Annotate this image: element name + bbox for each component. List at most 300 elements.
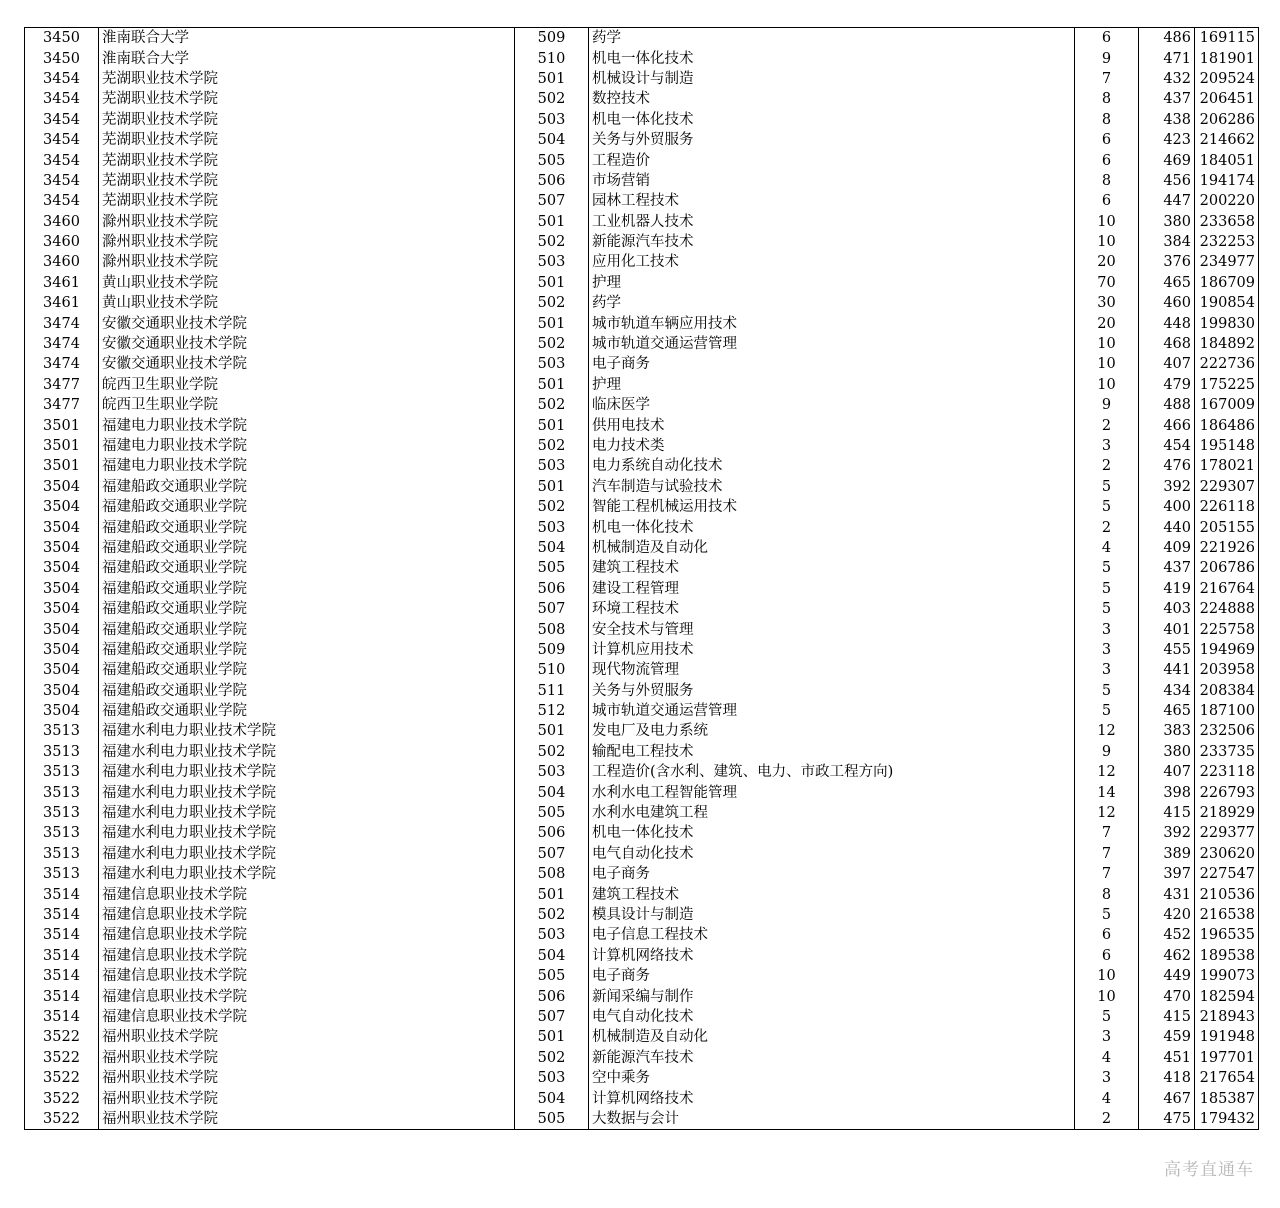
major-code-cell: 506	[515, 579, 589, 599]
major-name-cell: 新闻采编与制作	[589, 986, 1075, 1006]
min-score-cell: 455	[1139, 640, 1195, 660]
school-code-cell: 3501	[25, 436, 99, 456]
table-row	[25, 844, 1259, 864]
major-code-cell: 506	[515, 986, 589, 1006]
min-score-cell: 380	[1139, 742, 1195, 762]
major-code-cell: 501	[515, 212, 589, 232]
min-score-cell: 467	[1139, 1088, 1195, 1108]
plan-count-cell: 20	[1075, 252, 1139, 272]
school-code-cell: 3477	[25, 375, 99, 395]
school-name-cell: 芜湖职业技术学院	[99, 130, 515, 150]
major-code-cell: 503	[515, 110, 589, 130]
major-code-cell: 504	[515, 946, 589, 966]
school-name-cell: 福建船政交通职业学院	[99, 538, 515, 558]
plan-count-cell: 10	[1075, 986, 1139, 1006]
school-name-cell: 福建船政交通职业学院	[99, 497, 515, 517]
rank-cell: 206786	[1195, 558, 1259, 578]
plan-count-cell: 5	[1075, 599, 1139, 619]
school-code-cell: 3504	[25, 681, 99, 701]
table-row	[25, 905, 1259, 925]
school-code-cell: 3514	[25, 905, 99, 925]
school-name-cell: 福建船政交通职业学院	[99, 599, 515, 619]
table-row	[25, 171, 1259, 191]
plan-count-cell: 6	[1075, 28, 1139, 49]
major-name-cell: 发电厂及电力系统	[589, 721, 1075, 741]
table-row	[25, 130, 1259, 150]
table-row	[25, 191, 1259, 211]
school-code-cell: 3513	[25, 803, 99, 823]
major-name-cell: 水利水电建筑工程	[589, 803, 1075, 823]
rank-cell: 182594	[1195, 986, 1259, 1006]
rank-cell: 218929	[1195, 803, 1259, 823]
table-row	[25, 742, 1259, 762]
school-code-cell: 3504	[25, 538, 99, 558]
major-code-cell: 501	[515, 721, 589, 741]
school-code-cell: 3514	[25, 1007, 99, 1027]
school-code-cell: 3522	[25, 1027, 99, 1047]
table-row	[25, 252, 1259, 272]
plan-count-cell: 2	[1075, 456, 1139, 476]
major-name-cell: 汽车制造与试验技术	[589, 477, 1075, 497]
school-name-cell: 福建信息职业技术学院	[99, 884, 515, 904]
major-code-cell: 509	[515, 28, 589, 49]
school-name-cell: 福建电力职业技术学院	[99, 415, 515, 435]
plan-count-cell: 7	[1075, 823, 1139, 843]
major-name-cell: 数控技术	[589, 89, 1075, 109]
min-score-cell: 448	[1139, 313, 1195, 333]
major-code-cell: 502	[515, 334, 589, 354]
rank-cell: 214662	[1195, 130, 1259, 150]
major-name-cell: 临床医学	[589, 395, 1075, 415]
table-row	[25, 884, 1259, 904]
plan-count-cell: 7	[1075, 844, 1139, 864]
plan-count-cell: 6	[1075, 150, 1139, 170]
school-name-cell: 福建船政交通职业学院	[99, 681, 515, 701]
major-code-cell: 504	[515, 1088, 589, 1108]
rank-cell: 186486	[1195, 415, 1259, 435]
major-code-cell: 510	[515, 660, 589, 680]
table-row	[25, 334, 1259, 354]
school-code-cell: 3504	[25, 701, 99, 721]
min-score-cell: 476	[1139, 456, 1195, 476]
school-name-cell: 安徽交通职业技术学院	[99, 354, 515, 374]
plan-count-cell: 5	[1075, 477, 1139, 497]
rank-cell: 186709	[1195, 273, 1259, 293]
table-row	[25, 782, 1259, 802]
major-code-cell: 501	[515, 884, 589, 904]
school-code-cell: 3514	[25, 884, 99, 904]
min-score-cell: 459	[1139, 1027, 1195, 1047]
rank-cell: 233735	[1195, 742, 1259, 762]
school-name-cell: 福建船政交通职业学院	[99, 558, 515, 578]
min-score-cell: 389	[1139, 844, 1195, 864]
table-row	[25, 946, 1259, 966]
plan-count-cell: 10	[1075, 375, 1139, 395]
school-code-cell: 3501	[25, 415, 99, 435]
table-row	[25, 864, 1259, 884]
school-name-cell: 福建信息职业技术学院	[99, 1007, 515, 1027]
table-row	[25, 395, 1259, 415]
major-name-cell: 环境工程技术	[589, 599, 1075, 619]
rank-cell: 175225	[1195, 375, 1259, 395]
major-code-cell: 505	[515, 966, 589, 986]
rank-cell: 230620	[1195, 844, 1259, 864]
plan-count-cell: 8	[1075, 89, 1139, 109]
table-row	[25, 538, 1259, 558]
rank-cell: 232506	[1195, 721, 1259, 741]
major-name-cell: 工程造价	[589, 150, 1075, 170]
rank-cell: 191948	[1195, 1027, 1259, 1047]
table-row	[25, 273, 1259, 293]
plan-count-cell: 12	[1075, 762, 1139, 782]
rank-cell: 190854	[1195, 293, 1259, 313]
school-code-cell: 3474	[25, 354, 99, 374]
table-row	[25, 803, 1259, 823]
plan-count-cell: 3	[1075, 640, 1139, 660]
major-name-cell: 空中乘务	[589, 1068, 1075, 1088]
school-code-cell: 3504	[25, 517, 99, 537]
table-row	[25, 28, 1259, 49]
rank-cell: 203958	[1195, 660, 1259, 680]
major-name-cell: 护理	[589, 273, 1075, 293]
major-name-cell: 建筑工程技术	[589, 884, 1075, 904]
school-name-cell: 福建信息职业技术学院	[99, 986, 515, 1006]
table-row	[25, 640, 1259, 660]
admission-table	[24, 27, 1259, 1130]
plan-count-cell: 5	[1075, 905, 1139, 925]
school-code-cell: 3450	[25, 28, 99, 49]
school-code-cell: 3513	[25, 823, 99, 843]
min-score-cell: 384	[1139, 232, 1195, 252]
major-name-cell: 智能工程机械运用技术	[589, 497, 1075, 517]
major-name-cell: 电子商务	[589, 864, 1075, 884]
table-row	[25, 701, 1259, 721]
major-code-cell: 508	[515, 864, 589, 884]
min-score-cell: 400	[1139, 497, 1195, 517]
major-code-cell: 502	[515, 905, 589, 925]
plan-count-cell: 2	[1075, 415, 1139, 435]
major-code-cell: 502	[515, 89, 589, 109]
plan-count-cell: 3	[1075, 1068, 1139, 1088]
major-name-cell: 建设工程管理	[589, 579, 1075, 599]
table-row	[25, 986, 1259, 1006]
school-code-cell: 3461	[25, 293, 99, 313]
rank-cell: 184892	[1195, 334, 1259, 354]
table-row	[25, 1068, 1259, 1088]
plan-count-cell: 8	[1075, 884, 1139, 904]
min-score-cell: 451	[1139, 1048, 1195, 1068]
rank-cell: 218943	[1195, 1007, 1259, 1027]
major-name-cell: 机电一体化技术	[589, 110, 1075, 130]
rank-cell: 206286	[1195, 110, 1259, 130]
table-row	[25, 313, 1259, 333]
table-row	[25, 558, 1259, 578]
table-row	[25, 212, 1259, 232]
plan-count-cell: 10	[1075, 334, 1139, 354]
rank-cell: 221926	[1195, 538, 1259, 558]
table-row	[25, 150, 1259, 170]
school-code-cell: 3513	[25, 742, 99, 762]
table-row	[25, 579, 1259, 599]
school-code-cell: 3504	[25, 558, 99, 578]
school-code-cell: 3504	[25, 619, 99, 639]
min-score-cell: 488	[1139, 395, 1195, 415]
school-name-cell: 安徽交通职业技术学院	[99, 334, 515, 354]
school-name-cell: 滁州职业技术学院	[99, 252, 515, 272]
major-name-cell: 机电一体化技术	[589, 823, 1075, 843]
min-score-cell: 415	[1139, 1007, 1195, 1027]
major-code-cell: 502	[515, 293, 589, 313]
rank-cell: 184051	[1195, 150, 1259, 170]
school-code-cell: 3474	[25, 313, 99, 333]
min-score-cell: 431	[1139, 884, 1195, 904]
plan-count-cell: 5	[1075, 558, 1139, 578]
school-code-cell: 3504	[25, 660, 99, 680]
school-code-cell: 3522	[25, 1109, 99, 1130]
school-name-cell: 福建船政交通职业学院	[99, 701, 515, 721]
major-name-cell: 电子商务	[589, 966, 1075, 986]
table-row	[25, 436, 1259, 456]
school-name-cell: 滁州职业技术学院	[99, 232, 515, 252]
school-name-cell: 淮南联合大学	[99, 48, 515, 68]
min-score-cell: 407	[1139, 762, 1195, 782]
major-code-cell: 503	[515, 925, 589, 945]
school-name-cell: 安徽交通职业技术学院	[99, 313, 515, 333]
rank-cell: 206451	[1195, 89, 1259, 109]
plan-count-cell: 12	[1075, 721, 1139, 741]
major-code-cell: 503	[515, 354, 589, 374]
table-row	[25, 354, 1259, 374]
min-score-cell: 438	[1139, 110, 1195, 130]
school-name-cell: 福建水利电力职业技术学院	[99, 721, 515, 741]
school-name-cell: 福建船政交通职业学院	[99, 477, 515, 497]
major-code-cell: 501	[515, 69, 589, 89]
major-code-cell: 503	[515, 252, 589, 272]
rank-cell: 209524	[1195, 69, 1259, 89]
rank-cell: 194174	[1195, 171, 1259, 191]
major-name-cell: 城市轨道交通运营管理	[589, 701, 1075, 721]
rank-cell: 197701	[1195, 1048, 1259, 1068]
major-code-cell: 504	[515, 538, 589, 558]
school-name-cell: 芜湖职业技术学院	[99, 150, 515, 170]
school-code-cell: 3522	[25, 1048, 99, 1068]
plan-count-cell: 4	[1075, 1048, 1139, 1068]
table-row	[25, 1048, 1259, 1068]
rank-cell: 216764	[1195, 579, 1259, 599]
rank-cell: 232253	[1195, 232, 1259, 252]
school-code-cell: 3514	[25, 986, 99, 1006]
school-code-cell: 3460	[25, 232, 99, 252]
rank-cell: 199830	[1195, 313, 1259, 333]
major-name-cell: 电力系统自动化技术	[589, 456, 1075, 476]
plan-count-cell: 9	[1075, 48, 1139, 68]
school-name-cell: 福建船政交通职业学院	[99, 619, 515, 639]
major-code-cell: 509	[515, 640, 589, 660]
school-name-cell: 福建水利电力职业技术学院	[99, 742, 515, 762]
major-code-cell: 503	[515, 1068, 589, 1088]
major-code-cell: 511	[515, 681, 589, 701]
table-row	[25, 517, 1259, 537]
school-name-cell: 福建水利电力职业技术学院	[99, 803, 515, 823]
min-score-cell: 441	[1139, 660, 1195, 680]
min-score-cell: 468	[1139, 334, 1195, 354]
rank-cell: 185387	[1195, 1088, 1259, 1108]
school-code-cell: 3504	[25, 497, 99, 517]
plan-count-cell: 5	[1075, 701, 1139, 721]
school-name-cell: 福建信息职业技术学院	[99, 946, 515, 966]
major-name-cell: 输配电工程技术	[589, 742, 1075, 762]
plan-count-cell: 3	[1075, 619, 1139, 639]
min-score-cell: 420	[1139, 905, 1195, 925]
table-row	[25, 293, 1259, 313]
school-name-cell: 淮南联合大学	[99, 28, 515, 49]
plan-count-cell: 8	[1075, 171, 1139, 191]
school-code-cell: 3474	[25, 334, 99, 354]
plan-count-cell: 3	[1075, 1027, 1139, 1047]
major-name-cell: 机电一体化技术	[589, 48, 1075, 68]
plan-count-cell: 3	[1075, 436, 1139, 456]
table-row	[25, 599, 1259, 619]
min-score-cell: 376	[1139, 252, 1195, 272]
major-name-cell: 药学	[589, 28, 1075, 49]
major-code-cell: 510	[515, 48, 589, 68]
min-score-cell: 454	[1139, 436, 1195, 456]
plan-count-cell: 30	[1075, 293, 1139, 313]
plan-count-cell: 5	[1075, 497, 1139, 517]
min-score-cell: 398	[1139, 782, 1195, 802]
rank-cell: 195148	[1195, 436, 1259, 456]
school-name-cell: 福建信息职业技术学院	[99, 905, 515, 925]
min-score-cell: 470	[1139, 986, 1195, 1006]
table-row	[25, 660, 1259, 680]
major-name-cell: 机电一体化技术	[589, 517, 1075, 537]
rank-cell: 217654	[1195, 1068, 1259, 1088]
min-score-cell: 419	[1139, 579, 1195, 599]
min-score-cell: 466	[1139, 415, 1195, 435]
plan-count-cell: 6	[1075, 130, 1139, 150]
major-code-cell: 502	[515, 1048, 589, 1068]
school-code-cell: 3477	[25, 395, 99, 415]
rank-cell: 222736	[1195, 354, 1259, 374]
school-name-cell: 福建信息职业技术学院	[99, 966, 515, 986]
school-name-cell: 福建水利电力职业技术学院	[99, 823, 515, 843]
school-name-cell: 皖西卫生职业学院	[99, 395, 515, 415]
min-score-cell: 409	[1139, 538, 1195, 558]
school-code-cell: 3504	[25, 477, 99, 497]
watermark: 高考直通车	[1164, 1160, 1254, 1180]
school-code-cell: 3504	[25, 640, 99, 660]
plan-count-cell: 5	[1075, 681, 1139, 701]
rank-cell: 229377	[1195, 823, 1259, 843]
school-code-cell: 3513	[25, 721, 99, 741]
table-row	[25, 619, 1259, 639]
school-code-cell: 3504	[25, 579, 99, 599]
school-name-cell: 福州职业技术学院	[99, 1048, 515, 1068]
min-score-cell: 475	[1139, 1109, 1195, 1130]
min-score-cell: 460	[1139, 293, 1195, 313]
major-name-cell: 供用电技术	[589, 415, 1075, 435]
rank-cell: 189538	[1195, 946, 1259, 966]
school-name-cell: 皖西卫生职业学院	[99, 375, 515, 395]
school-name-cell: 福建电力职业技术学院	[99, 436, 515, 456]
plan-count-cell: 10	[1075, 212, 1139, 232]
school-code-cell: 3454	[25, 110, 99, 130]
major-name-cell: 电子商务	[589, 354, 1075, 374]
major-name-cell: 关务与外贸服务	[589, 681, 1075, 701]
major-name-cell: 工业机器人技术	[589, 212, 1075, 232]
major-name-cell: 计算机网络技术	[589, 1088, 1075, 1108]
school-code-cell: 3504	[25, 599, 99, 619]
school-name-cell: 福建船政交通职业学院	[99, 579, 515, 599]
rank-cell: 229307	[1195, 477, 1259, 497]
min-score-cell: 380	[1139, 212, 1195, 232]
rank-cell: 167009	[1195, 395, 1259, 415]
school-name-cell: 芜湖职业技术学院	[99, 191, 515, 211]
school-code-cell: 3514	[25, 946, 99, 966]
school-name-cell: 福建水利电力职业技术学院	[99, 762, 515, 782]
table-row	[25, 1088, 1259, 1108]
rank-cell: 187100	[1195, 701, 1259, 721]
table-row	[25, 456, 1259, 476]
min-score-cell: 423	[1139, 130, 1195, 150]
min-score-cell: 437	[1139, 558, 1195, 578]
rank-cell: 226118	[1195, 497, 1259, 517]
major-name-cell: 新能源汽车技术	[589, 1048, 1075, 1068]
major-name-cell: 市场营销	[589, 171, 1075, 191]
plan-count-cell: 70	[1075, 273, 1139, 293]
table-body	[25, 28, 1259, 1130]
major-code-cell: 501	[515, 313, 589, 333]
major-code-cell: 501	[515, 415, 589, 435]
major-name-cell: 建筑工程技术	[589, 558, 1075, 578]
min-score-cell: 392	[1139, 823, 1195, 843]
major-code-cell: 508	[515, 619, 589, 639]
min-score-cell: 434	[1139, 681, 1195, 701]
plan-count-cell: 7	[1075, 69, 1139, 89]
major-name-cell: 园林工程技术	[589, 191, 1075, 211]
major-name-cell: 机械制造及自动化	[589, 1027, 1075, 1047]
rank-cell: 234977	[1195, 252, 1259, 272]
min-score-cell: 447	[1139, 191, 1195, 211]
school-code-cell: 3460	[25, 252, 99, 272]
table-row	[25, 823, 1259, 843]
major-name-cell: 模具设计与制造	[589, 905, 1075, 925]
table-row	[25, 925, 1259, 945]
school-name-cell: 芜湖职业技术学院	[99, 171, 515, 191]
rank-cell: 199073	[1195, 966, 1259, 986]
school-code-cell: 3454	[25, 69, 99, 89]
major-code-cell: 504	[515, 782, 589, 802]
rank-cell: 216538	[1195, 905, 1259, 925]
school-name-cell: 福建电力职业技术学院	[99, 456, 515, 476]
min-score-cell: 383	[1139, 721, 1195, 741]
min-score-cell: 471	[1139, 48, 1195, 68]
school-code-cell: 3454	[25, 150, 99, 170]
table-row	[25, 1109, 1259, 1130]
school-code-cell: 3513	[25, 782, 99, 802]
school-code-cell: 3501	[25, 456, 99, 476]
rank-cell: 226793	[1195, 782, 1259, 802]
table-row	[25, 89, 1259, 109]
major-name-cell: 机械设计与制造	[589, 69, 1075, 89]
major-name-cell: 水利水电工程智能管理	[589, 782, 1075, 802]
school-name-cell: 福州职业技术学院	[99, 1068, 515, 1088]
school-name-cell: 黄山职业技术学院	[99, 293, 515, 313]
rank-cell: 223118	[1195, 762, 1259, 782]
major-code-cell: 501	[515, 1027, 589, 1047]
rank-cell: 194969	[1195, 640, 1259, 660]
table-row	[25, 966, 1259, 986]
